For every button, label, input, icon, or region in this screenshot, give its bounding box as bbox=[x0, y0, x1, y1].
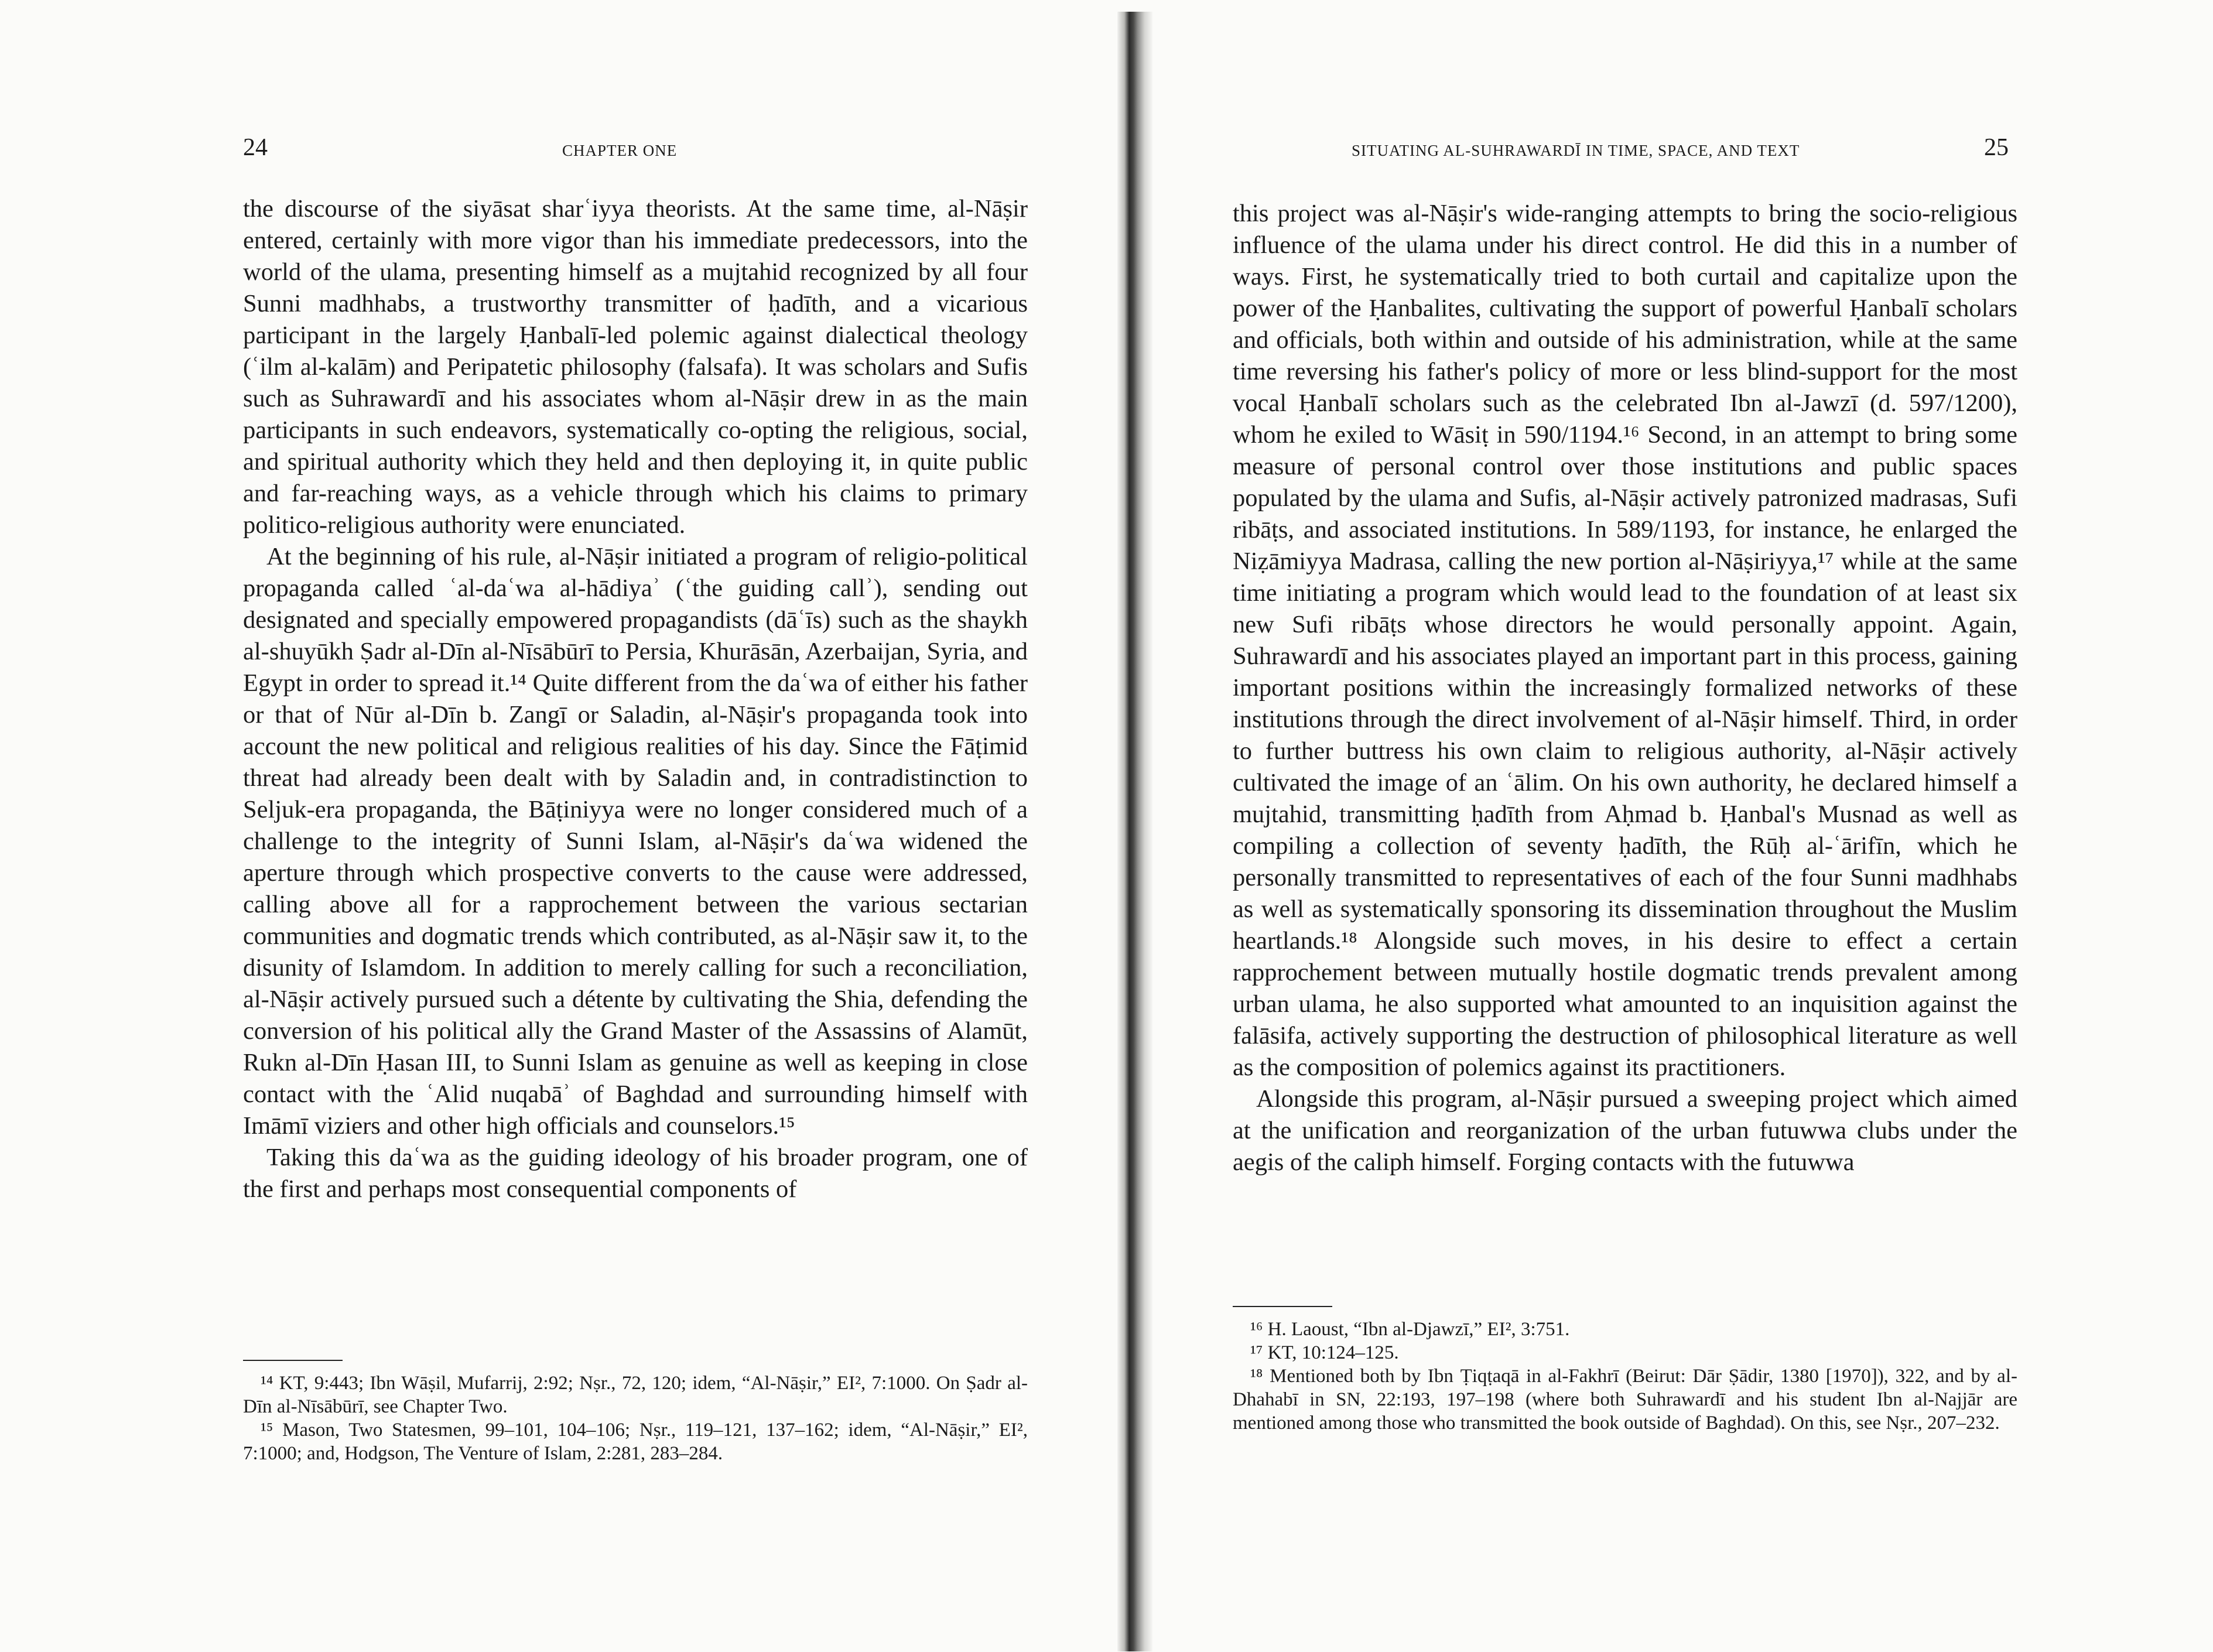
page-number: 25 bbox=[1984, 134, 2009, 161]
paragraph: the discourse of the siyāsat sharʿiyya theorists. At the same time, al-Nāṣir entered, certainly with more vigor than his immediate predecessors, into the world of the ulama, presenting himself as a mujtahid recognized by all four Sunni madhhabs, a trustworthy transmitter of ḥadīth, and a vicarious participant in the largely Ḥanbalī-led polemic against dialectical theology (ʿilm al-kalām) and Peripatetic philosophy (falsafa). It was scholars and Sufis such as Suhrawardī and his associates whom al-Nāṣir drew in as the main participants in such endeavors, systematically co-opting the religious, social, and spiritual authority which they held and then deploying it, in quite public and far-reaching ways, as a vehicle through which his claims to primary politico-religious authority were enunciated. bbox=[243, 195, 1028, 539]
left-running-head bbox=[0, 134, 1117, 169]
footnote-rule bbox=[243, 1360, 343, 1361]
running-title: SITUATING AL-SUHRAWARDĪ IN TIME, SPACE, AND TEXT bbox=[1352, 142, 1800, 159]
footnote-rule bbox=[1233, 1306, 1332, 1307]
book-gutter bbox=[1117, 12, 1152, 1651]
right-page bbox=[1152, 0, 2213, 1652]
left-footnotes bbox=[243, 1371, 1028, 1465]
right-body-text bbox=[1233, 198, 2017, 1178]
right-footnotes bbox=[1233, 1318, 2017, 1435]
paragraph: this project was al-Nāṣir's wide-ranging attempts to bring the socio-religious influence of the ulama under his direct control. He did this in a number of ways. First, he systematically tried to both curtail and capitalize upon the power of the Ḥanbalites, cultivating the support of powerful Ḥanbalī scholars and officials, both within and outside of his administration, while at the same time reversing his father's policy of more or less blind-support for the most vocal Ḥanbalī scholars such as the celebrated Ibn al-Jawzī (d. 597/1200), whom he exiled to Wāsiṭ in 590/1194.¹⁶ Second, in an attempt to bring some measure of personal control over those institutions and public spaces populated by the ulama and Sufis, al-Nāṣir actively patronized madrasas, Sufi ribāṭs, and associated institutions. In 589/1193, for instance, he enlarged the Niẓāmiyya Madrasa, calling the new portion al-Nāṣiriyya,¹⁷ while at the same time initiating a program which would lead to the foundation of at least six new Sufi ribāṭs whose directors he would personally appoint. Again, Suhrawardī and his associates played an important part in this process, gaining important positions within the increasingly formalized networks of these institutions through the direct involvement of al-Nāṣir himself. Third, in order to further buttress his own claim to religious authority, al-Nāṣir actively cultivated the image of an ʿālim. On his own authority, he declared himself a mujtahid, transmitting ḥadīth from Aḥmad b. Ḥanbal's Musnad as well as compiling a collection of seventy ḥadīth, the Rūḥ al-ʿārifīn, which he personally transmitted to representatives of each of the four Sunni madhhabs as well as systematically sponsoring its dissemination throughout the Muslim heartlands.¹⁸ Alongside such moves, in his desire to effect a certain rapprochement between mutually hostile dogmatic trends prevalent among urban ulama, he also supported what amounted to an inquisition against the falāsifa, actively supporting the destruction of philosophical literature as well as the composition of polemics against its practitioners. bbox=[1233, 200, 2017, 1081]
footnote: ¹⁷ KT, 10:124–125. bbox=[1250, 1342, 1399, 1363]
paragraph: Taking this daʿwa as the guiding ideology of his broader program, one of the first and perhaps most consequential components of bbox=[243, 1144, 1028, 1203]
right-running-head bbox=[1152, 134, 2213, 169]
paragraph: Alongside this program, al-Nāṣir pursued a sweeping project which aimed at the unification and reorganization of the urban futuwwa clubs under the aegis of the caliph himself. Forging contacts with the futuwwa bbox=[1233, 1085, 2017, 1176]
page-number: 24 bbox=[243, 134, 268, 161]
paragraph: At the beginning of his rule, al-Nāṣir initiated a program of religio-political propaganda called ʿal-daʿwa al-hādiyaʾ (ʿthe guiding callʾ), sending out designated and specially empowered propagandists (dāʿīs) such as the shaykh al-shuyūkh Ṣadr al-Dīn al-Nīsābūrī to Persia, Khurāsān, Azerbaijan, Syria, and Egypt in order to spread it.¹⁴ Quite different from the daʿwa of either his father or that of Nūr al-Dīn b. Zangī or Saladin, al-Nāṣir's propaganda took into account the new political and religious realities of his day. Since the Fāṭimid threat had already been dealt with by Saladin and, in contradistinction to Seljuk-era propaganda, the Bāṭiniyya were no longer considered much of a challenge to the integrity of Sunni Islam, al-Nāṣir's daʿwa widened the aperture through which prospective converts to the cause were addressed, calling above all for a rapprochement between the various sectarian communities and dogmatic trends which contributed, as al-Nāṣir saw it, to the disunity of Islamdom. In addition to merely calling for such a reconciliation, al-Nāṣir actively pursued such a détente by cultivating the Shia, defending the conversion of his political ally the Grand Master of the Assassins of Alamūt, Rukn al-Dīn Ḥasan III, to Sunni Islam as genuine as well as keeping in close contact with the ʿAlid nuqabāʾ of Baghdad and surrounding himself with Imāmī viziers and other high officials and counselors.¹⁵ bbox=[243, 543, 1028, 1140]
footnote: ¹⁸ Mentioned both by Ibn Ṭiqṭaqā in al-Fakhrī (Beirut: Dār Ṣādir, 1380 [1970]), 322, and by al-Dhahabī in SN, 22:193, 197–198 (where both Suhrawardī and his student Ibn al-Najjār are mentioned among those who transmitted the book outside of Baghdad). On this, see Nṣr., 207–232. bbox=[1233, 1366, 2017, 1434]
footnote: ¹⁶ H. Laoust, “Ibn al-Djawzī,” EI², 3:751. bbox=[1250, 1319, 1570, 1340]
footnote: ¹⁵ Mason, Two Statesmen, 99–101, 104–106; Nṣr., 119–121, 137–162; idem, “Al-Nāṣir,” EI², 7:1000; and, Hodgson, The Venture of Islam, 2:281, 283–284. bbox=[243, 1420, 1028, 1464]
footnote: ¹⁴ KT, 9:443; Ibn Wāṣil, Mufarrij, 2:92; Nṣr., 72, 120; idem, “Al-Nāṣir,” EI², 7:1000. On Ṣadr al-Dīn al-Nīsābūrī, see Chapter Two. bbox=[243, 1373, 1028, 1417]
left-body-text bbox=[243, 193, 1028, 1205]
running-title: CHAPTER ONE bbox=[562, 142, 678, 159]
